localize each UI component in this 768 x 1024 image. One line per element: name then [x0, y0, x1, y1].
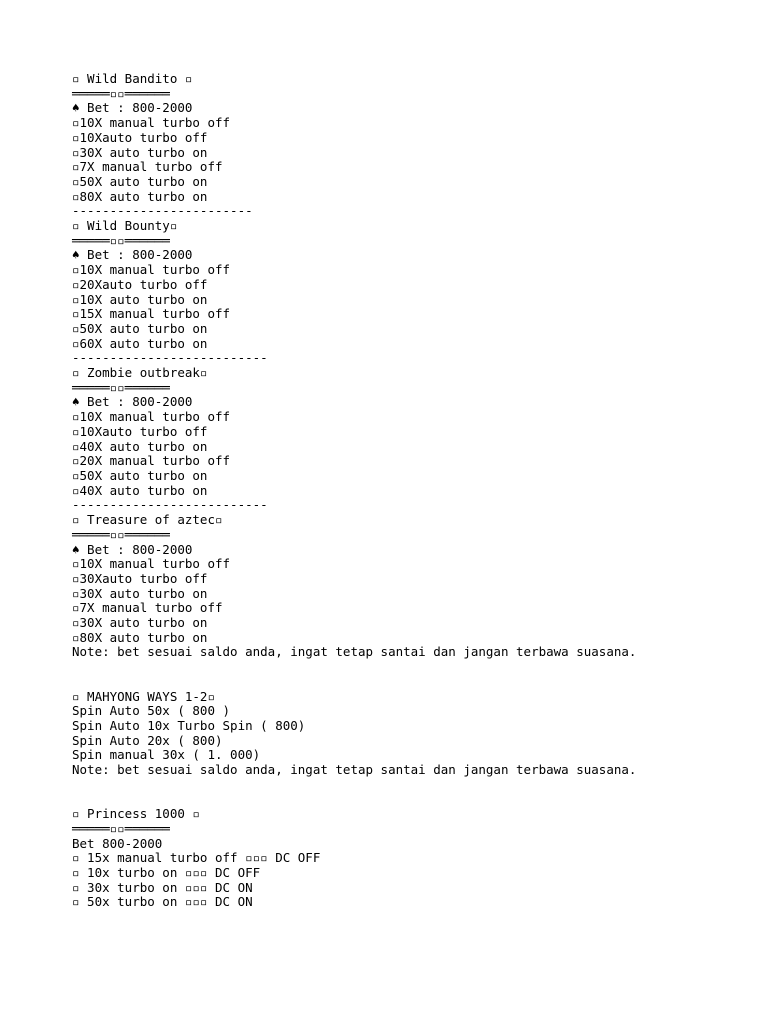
text-line: Spin manual 30x ( 1. 000) — [72, 747, 261, 763]
text-line: ▫10X manual turbo off — [72, 115, 231, 131]
text-line: Spin Auto 20x ( 800) — [72, 732, 223, 748]
text-line: Note: bet sesuai saldo anda, ingat tetap santai dan jangan terbawa suasana. — [72, 644, 637, 660]
text-line: Spin Auto 10x Turbo Spin ( 800) — [72, 717, 306, 733]
text-line: ♠ Bet : 800-2000 — [72, 100, 193, 116]
text-line: ▫40X auto turbo on — [72, 482, 208, 498]
text-line: ▫ Wild Bounty▫ — [72, 218, 178, 234]
text-line: ▫30X auto turbo on — [72, 144, 208, 160]
text-line: -------------------------- — [72, 350, 268, 366]
text-line: ▫ MAHYONG WAYS 1-2▫ — [72, 688, 215, 704]
text-line: Bet 800-2000 — [72, 835, 163, 851]
blank-line — [72, 660, 732, 675]
text-line: ═════▫▫══════ — [72, 85, 170, 101]
text-line: ▫50X auto turbo on — [72, 173, 208, 189]
text-line: ═════▫▫══════ — [72, 526, 170, 542]
text-line: ▫10Xauto turbo off — [72, 423, 208, 439]
text-line: ------------------------ — [72, 203, 253, 219]
text-line: Note: bet sesuai saldo anda, ingat tetap santai dan jangan terbawa suasana. — [72, 762, 637, 778]
text-line: ▫ 10x turbo on ▫▫▫ DC OFF — [72, 864, 261, 880]
text-line: ▫10X auto turbo on — [72, 291, 208, 307]
text-line: ▫30X auto turbo on — [72, 585, 208, 601]
blank-line — [72, 675, 732, 690]
text-line: ▫7X manual turbo off — [72, 600, 223, 616]
text-line: ▫20X manual turbo off — [72, 453, 231, 469]
text-line: ▫7X manual turbo off — [72, 159, 223, 175]
text-line: ♠ Bet : 800-2000 — [72, 394, 193, 410]
text-line: ═════▫▫══════ — [72, 232, 170, 248]
text-line: ▫30X auto turbo on — [72, 615, 208, 631]
text-line: ▫10X manual turbo off — [72, 556, 231, 572]
text-line: Spin Auto 50x ( 800 ) — [72, 703, 231, 719]
text-line: ▫ Zombie outbreak▫ — [72, 365, 208, 381]
text-line: ▫ 50x turbo on ▫▫▫ DC ON — [72, 894, 253, 910]
text-line: ▫15X manual turbo off — [72, 306, 231, 322]
text-line: ▫60X auto turbo on — [72, 335, 208, 351]
text-line: ▫20Xauto turbo off — [72, 276, 208, 292]
text-line: ▫40X auto turbo on — [72, 438, 208, 454]
text-line: ▫10Xauto turbo off — [72, 129, 208, 145]
text-line: ♠ Bet : 800-2000 — [72, 541, 193, 557]
text-line: ▫10X manual turbo off — [72, 409, 231, 425]
text-line: ▫50X auto turbo on — [72, 467, 208, 483]
text-line: ═════▫▫══════ — [72, 820, 170, 836]
text-line: -------------------------- — [72, 497, 268, 513]
text-line: ▫ 30x turbo on ▫▫▫ DC ON — [72, 879, 253, 895]
blank-line — [72, 792, 732, 807]
blank-line — [72, 778, 732, 793]
text-line: ▫80X auto turbo on — [72, 188, 208, 204]
text-line: ▫ Wild Bandito ▫ — [72, 71, 193, 86]
text-line: ▫ Princess 1000 ▫ — [72, 806, 200, 822]
text-line: ▫80X auto turbo on — [72, 629, 208, 645]
document-text — [72, 72, 732, 910]
text-line: ▫50X auto turbo on — [72, 320, 208, 336]
text-line: ▫30Xauto turbo off — [72, 570, 208, 586]
text-line: ♠ Bet : 800-2000 — [72, 247, 193, 263]
text-line: ▫ 15x manual turbo off ▫▫▫ DC OFF — [72, 850, 321, 866]
text-line: ═════▫▫══════ — [72, 379, 170, 395]
text-line: ▫10X manual turbo off — [72, 262, 231, 278]
text-line: ▫ Treasure of aztec▫ — [72, 512, 223, 528]
